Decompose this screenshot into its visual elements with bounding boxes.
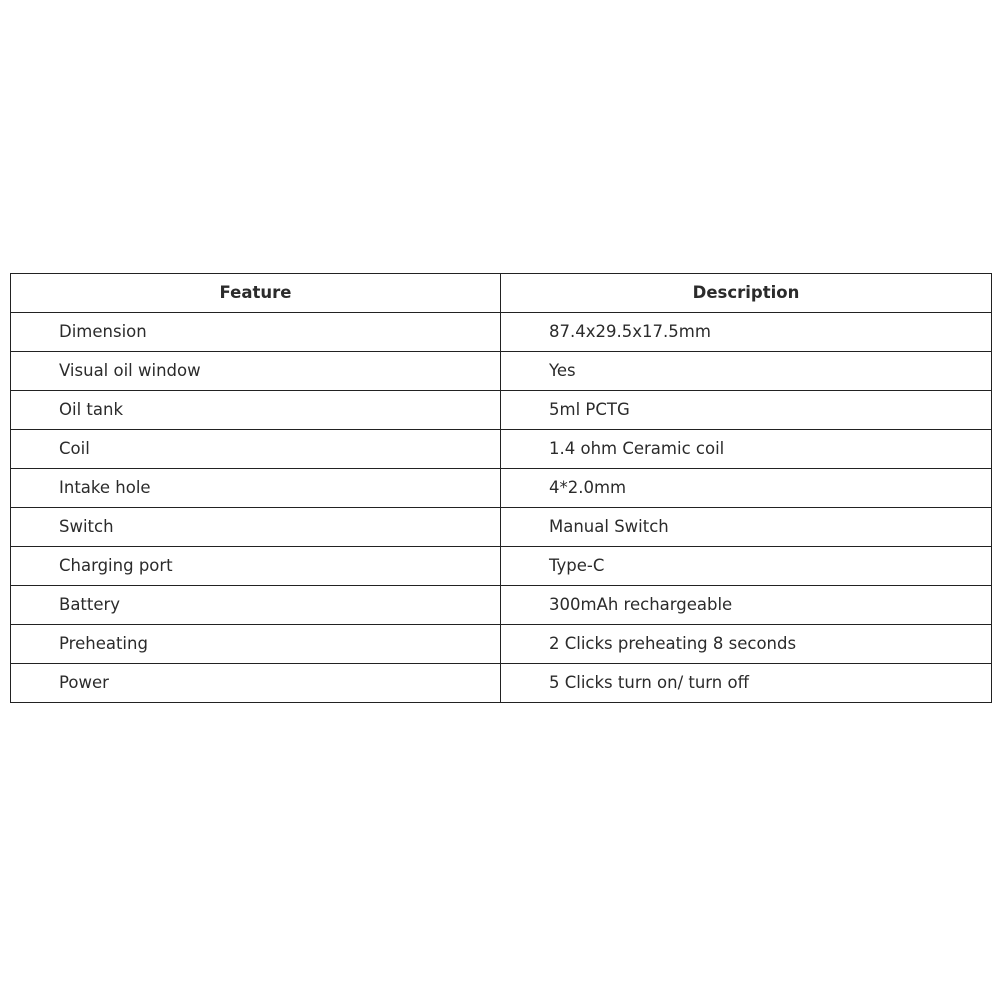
description-cell: 5 Clicks turn on/ turn off [501,664,992,703]
table-row [11,469,992,508]
description-cell: 87.4x29.5x17.5mm [501,313,992,352]
description-cell: 1.4 ohm Ceramic coil [501,430,992,469]
table-row [11,391,992,430]
table-row [11,508,992,547]
table-row [11,313,992,352]
feature-cell: Dimension [11,313,501,352]
spec-table [10,273,992,703]
feature-cell: Coil [11,430,501,469]
table-row [11,430,992,469]
feature-cell: Charging port [11,547,501,586]
description-cell: Manual Switch [501,508,992,547]
header-description: Description [501,274,992,313]
table-row [11,547,992,586]
description-cell: 300mAh rechargeable [501,586,992,625]
feature-cell: Preheating [11,625,501,664]
feature-cell: Intake hole [11,469,501,508]
table-row [11,586,992,625]
table-header-row [11,274,992,313]
table-row [11,625,992,664]
table-row [11,664,992,703]
feature-cell: Power [11,664,501,703]
description-cell: 2 Clicks preheating 8 seconds [501,625,992,664]
description-cell: 4*2.0mm [501,469,992,508]
feature-cell: Oil tank [11,391,501,430]
feature-cell: Battery [11,586,501,625]
header-feature: Feature [11,274,501,313]
feature-cell: Switch [11,508,501,547]
description-cell: 5ml PCTG [501,391,992,430]
description-cell: Yes [501,352,992,391]
table-row [11,352,992,391]
description-cell: Type-C [501,547,992,586]
feature-cell: Visual oil window [11,352,501,391]
